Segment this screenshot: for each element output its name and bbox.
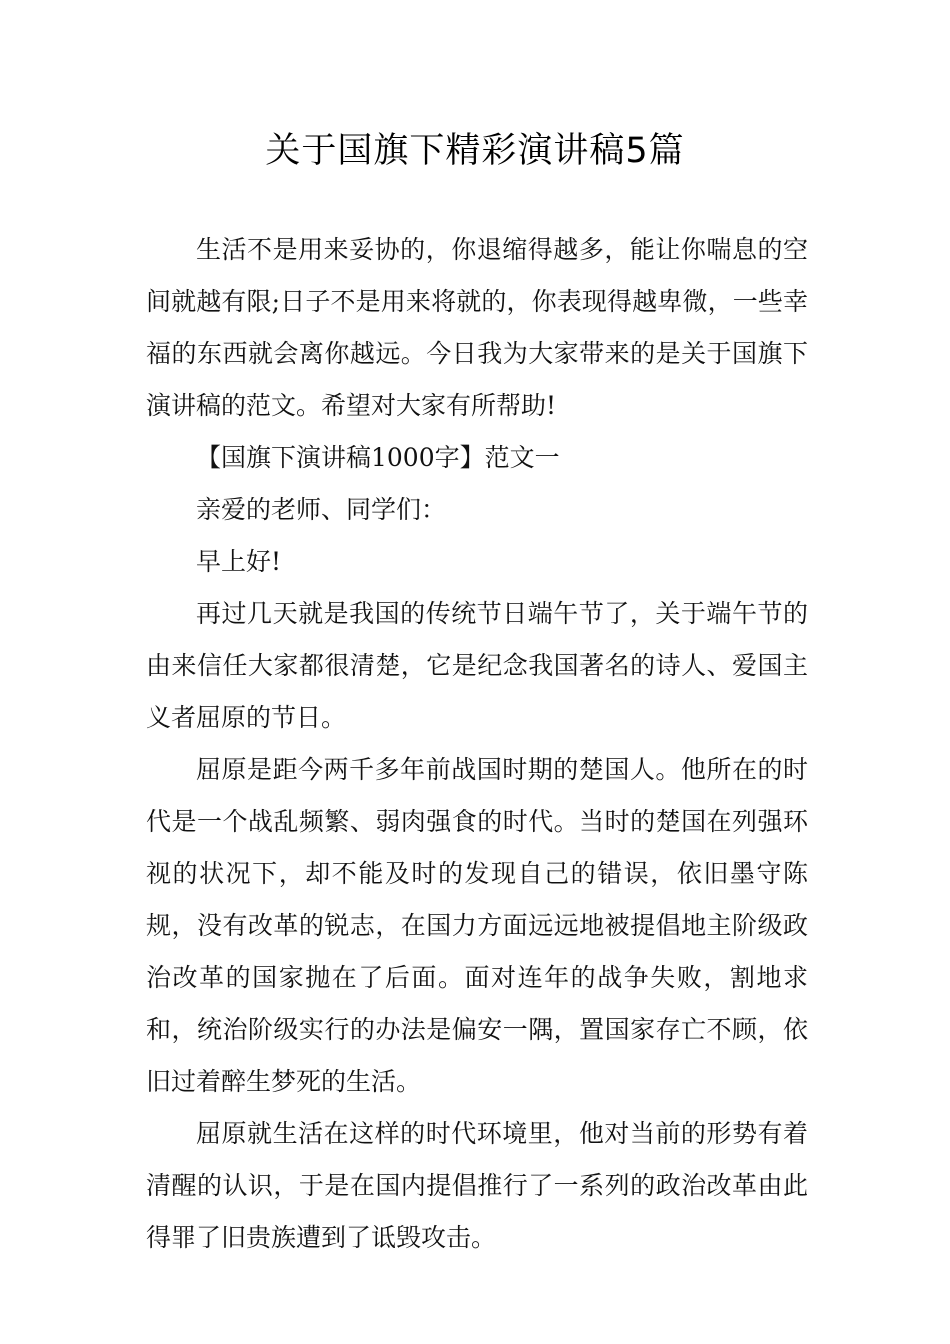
document-body [146, 224, 808, 1264]
paragraph-qu-yuan-era: 屈原是距今两千多年前战国时期的楚国人。他所在的时代是一个战乱频繁、弱肉强食的时代。当时的楚国在列强环视的状况下，却不能及时的发现自己的错误，依旧墨守陈规，没有改革的锐志，在国力方面远远地被提倡地主阶级政治改革的国家抛在了后面。面对连年的战争失败，割地求和，统治阶级实行的办法是偏安一隅，置国家存亡不顾，依旧过着醉生梦死的生活。 [146, 755, 808, 1096]
paragraph-dragon-boat: 再过几天就是我国的传统节日端午节了，关于端午节的由来信任大家都很清楚，它是纪念我国著名的诗人、爱国主义者屈原的节日。 [146, 599, 808, 732]
paragraph-salutation: 亲爱的老师、同学们： [196, 495, 447, 524]
paragraph-qu-yuan-reform: 屈原就生活在这样的时代环境里，他对当前的形势有着清醒的认识，于是在国内提倡推行了一系列的政治改革由此得罪了旧贵族遭到了诋毁攻击。 [146, 1119, 808, 1252]
paragraph-section-heading: 【国旗下演讲稿1000字】范文一 [196, 443, 560, 472]
paragraph-greeting: 早上好! [196, 547, 282, 576]
document-title: 关于国旗下精彩演讲稿5篇 [265, 131, 685, 171]
paragraph-intro: 生活不是用来妥协的，你退缩得越多，能让你喘息的空间就越有限;日子不是用来将就的，你表现得越卑微，一些幸福的东西就会离你越远。今日我为大家带来的是关于国旗下演讲稿的范文。希望对大家有所帮助! [146, 235, 808, 420]
